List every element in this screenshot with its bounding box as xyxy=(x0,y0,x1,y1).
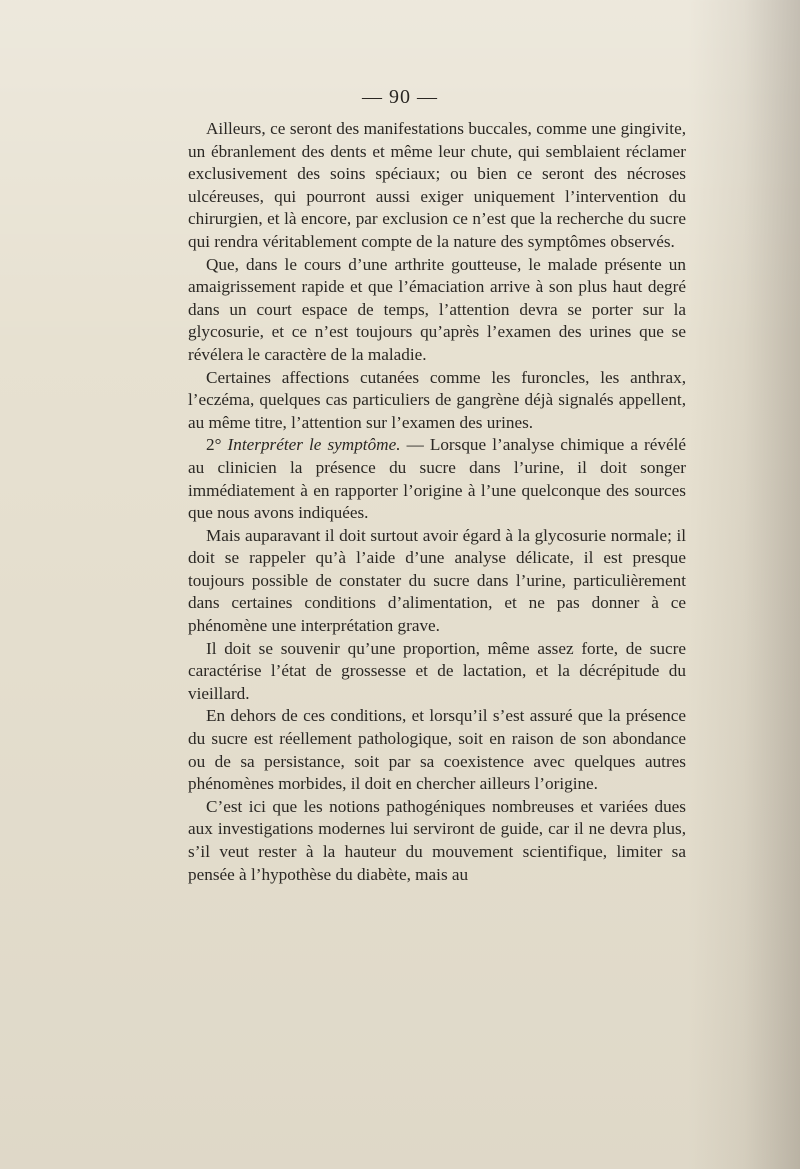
paragraph-buccal-manifestations: Ailleurs, ce seront des manifestations buccales, comme une gingivite, un ébranlement des dents et même leur chute, qui semblaient réclamer exclusivement des soins spéciaux; ou bien ce seront des nécroses ulcéreuses, qui pourront aussi exiger uniquement l’intervention du chirurgien, et là encore, par exclusion ce n’est que la recherche du sucre qui rendra véritablement compte de la nature des symptômes observés. xyxy=(188,119,686,251)
paragraph-pregnancy-lactation: Il doit se souvenir qu’une proportion, même assez forte, de sucre caractérise l’état de grossesse et de lactation, et la décrépitude du vieillard. xyxy=(188,638,686,703)
section-heading: Interpréter le symptôme. xyxy=(227,435,401,455)
page-number: — 90 — xyxy=(362,86,438,108)
body-text xyxy=(188,118,686,886)
paragraph-normal-glycosuria: Mais auparavant il doit surtout avoir égard à la glycosurie normale; il doit se rappeler qu’à l’aide d’une analyse délicate, il est presque toujours possible de constater du sucre dans l’urine, particulièrement dans certaines conditions d’alimentation, et ne pas donner à ce phénomène une interprétation grave. xyxy=(188,525,686,636)
section-number: 2° xyxy=(206,435,222,455)
paragraph-skin-affections: Certaines affections cutanées comme les furoncles, les anthrax, l’eczéma, quelques cas particuliers de gangrène déjà signalés appellent, au même titre, l’attention sur l’examen des urines. xyxy=(188,367,686,432)
paragraph-pathological-sugar: En dehors de ces conditions, et lorsqu’il s’est assuré que la présence du sucre est réellement pathologique, soit en raison de son abondance ou de sa persistance, soit par sa coexistence avec quelques autres phénomènes morbides, il doit en chercher ailleurs l’origine. xyxy=(188,706,686,794)
paragraph-gouty-arthritis: Que, dans le cours d’une arthrite goutteuse, le malade présente un amaigrissement rapide et que l’émaciation arrive à son plus haut degré dans un court espace de temps, l’attention devra se porter sur la glycosurie, et ce n’est toujours qu’après l’examen des urines que se révélera le caractère de la maladie. xyxy=(188,254,686,364)
paragraph-interpret-symptom xyxy=(188,434,686,524)
section-text: — Lorsque l’analyse chimique a révélé au clinicien la présence du sucre dans l’urine, il doit songer immédiatement à en rapporter l’origine à l’une quelconque des sources que nous avons indiquées. xyxy=(188,435,686,523)
paragraph-pathogenic-notions: C’est ici que les notions pathogéniques nombreuses et variées dues aux investigations modernes lui serviront de guide, car il ne devra plus, s’il veut rester à la hauteur du mouvement scientifique, limiter sa pensée à l’hypothèse du diabète, mais au xyxy=(188,796,686,884)
